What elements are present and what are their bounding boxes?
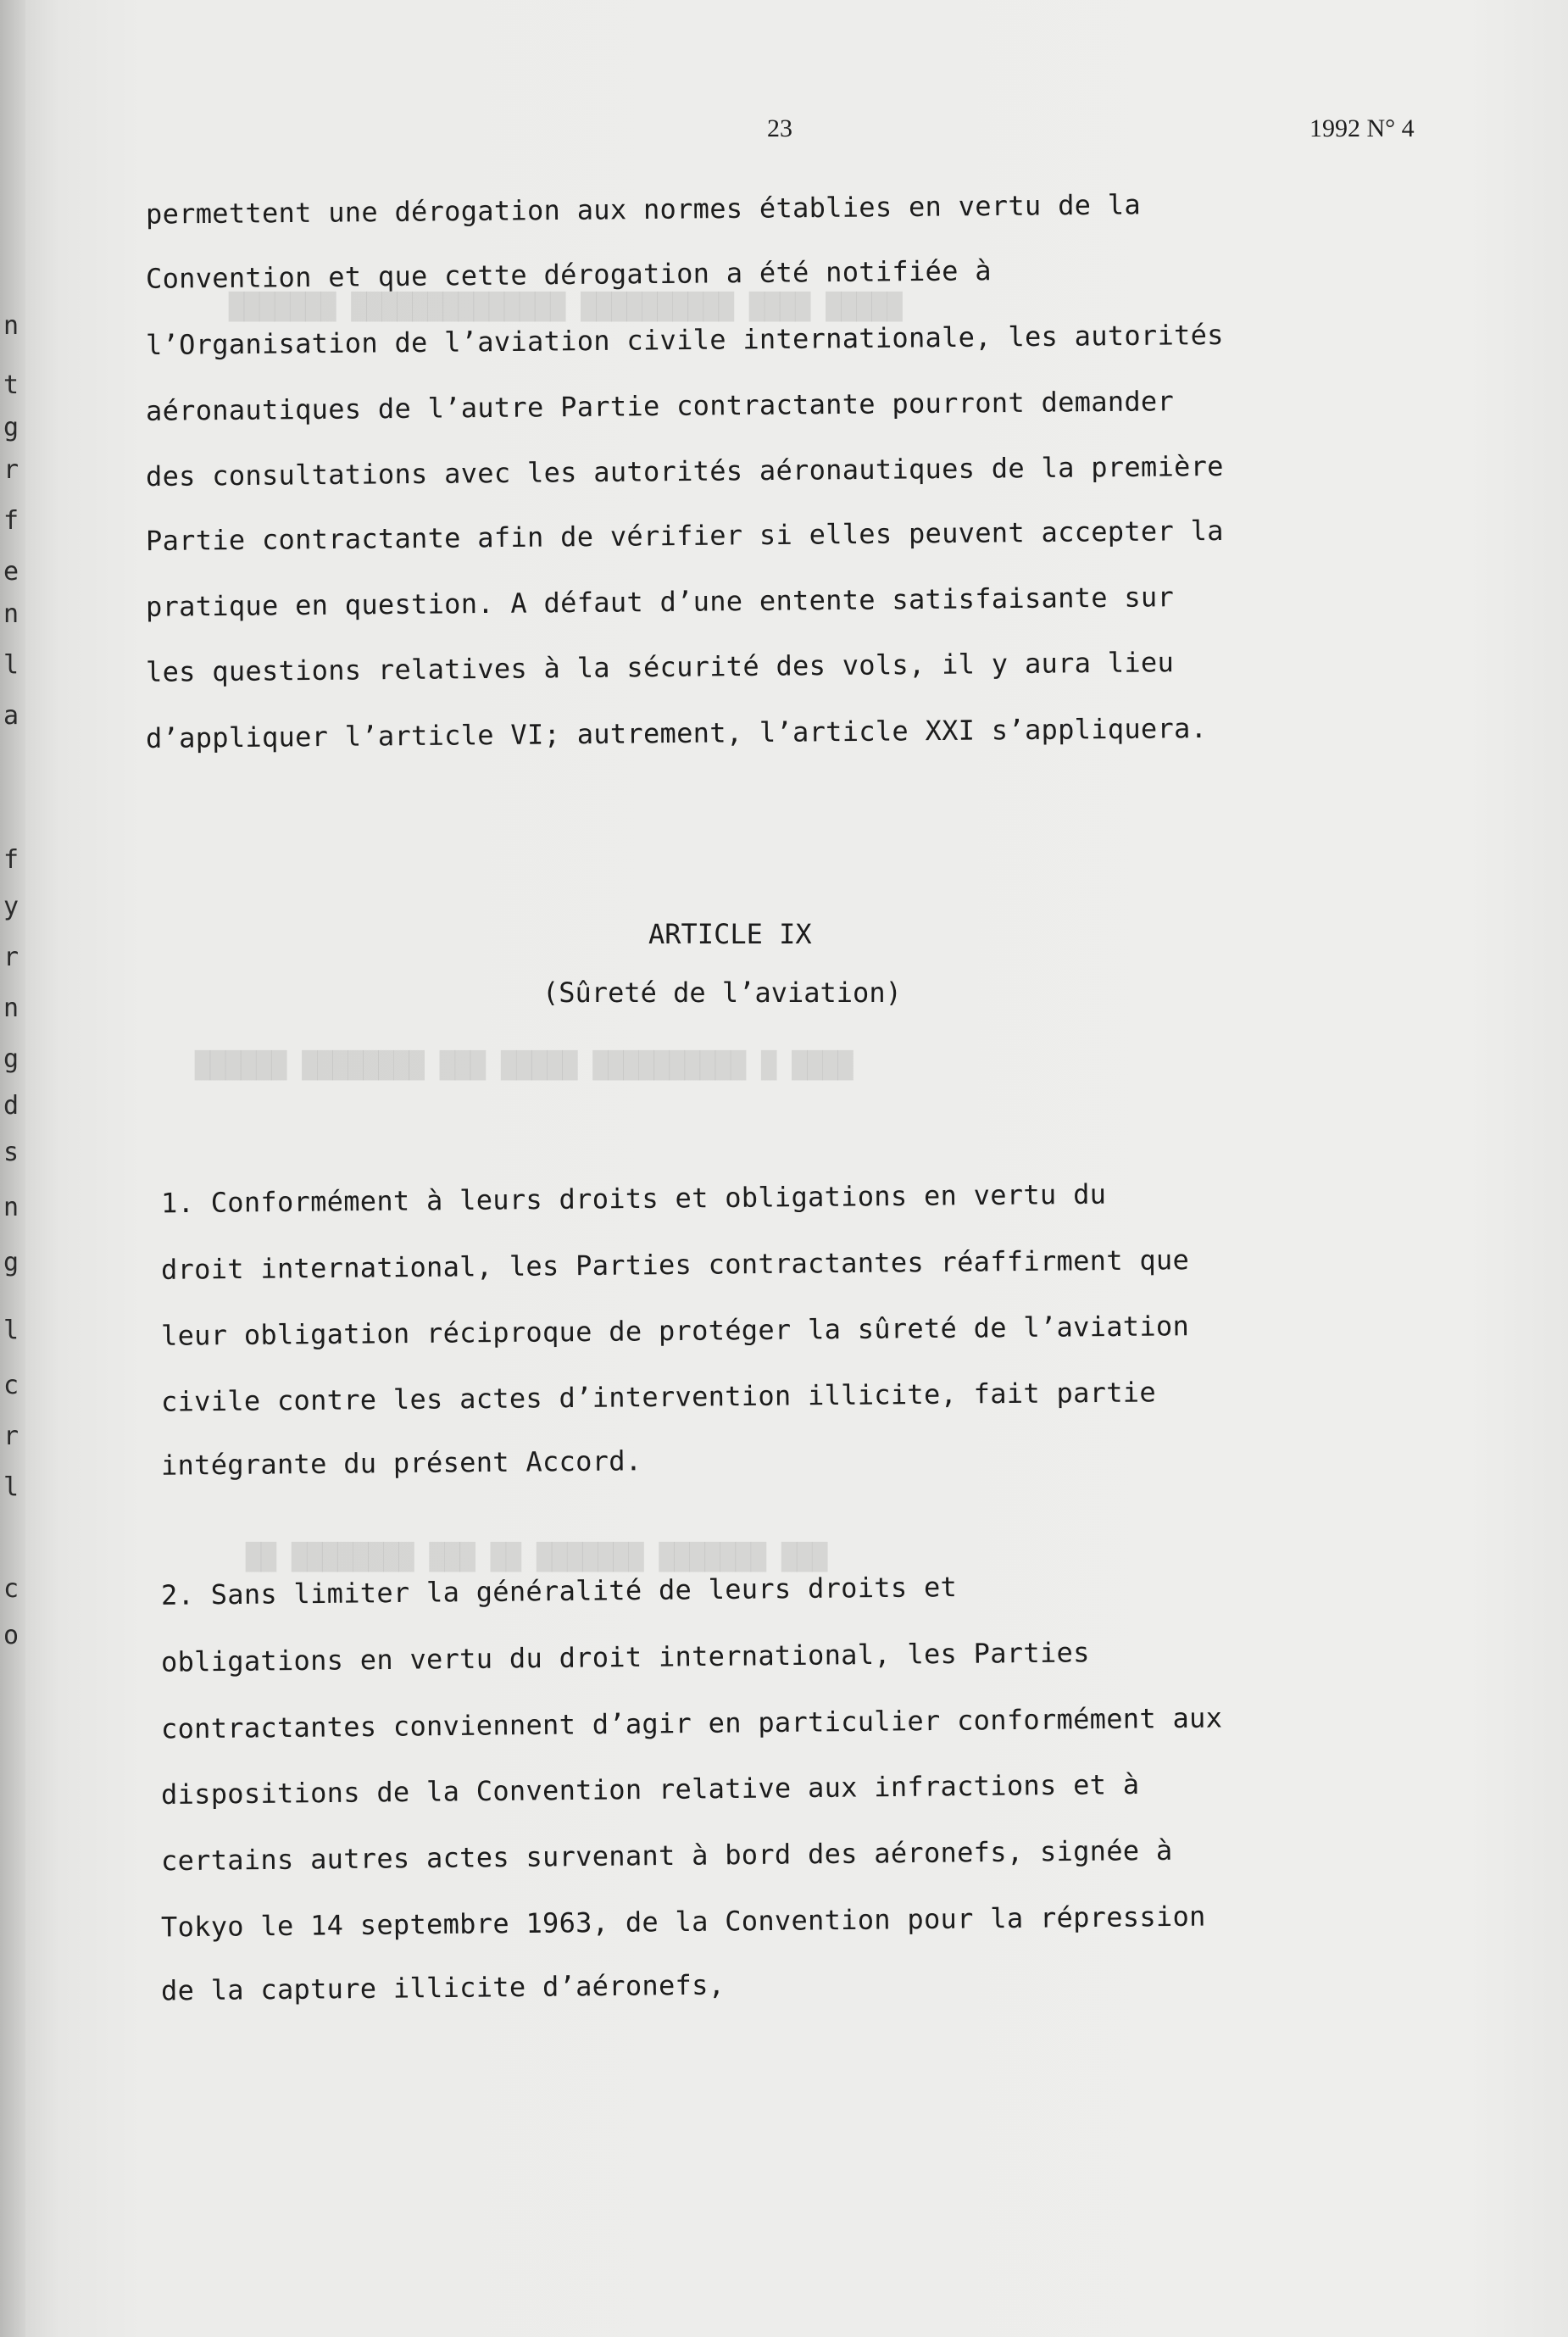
spine-fragment: n — [3, 993, 19, 1023]
text-line: des consultations avec les autorités aéronautiques de la première — [145, 449, 1224, 493]
spine-fragment: f — [3, 845, 19, 875]
text-line: intégrante du présent Accord. — [160, 1444, 642, 1482]
spine-fragment: t — [3, 370, 19, 400]
bleed-through-shadow: █████ ████ ██████████ ██████████████ ███████ — [229, 292, 903, 322]
spine-fragment: s — [3, 1138, 19, 1167]
text-line: dispositions de la Convention relative aux infractions et à — [160, 1767, 1140, 1811]
spine-fragment: f — [3, 506, 19, 536]
bleed-through-shadow: ████ █ ██████████ █████ ███ ████████ ██████ — [195, 1051, 854, 1081]
text-line: certains autres actes survenant à bord des aéronefs, signée à — [160, 1833, 1173, 1878]
article-subtitle: (Sûreté de l’aviation) — [542, 977, 902, 1009]
text-line: leur obligation réciproque de protéger la sûreté de l’aviation — [160, 1310, 1190, 1352]
text-line: 1. Conformément à leurs droits et obligations en vertu du — [160, 1177, 1107, 1220]
text-line: contractantes conviennent d’agir en particulier conformément aux — [160, 1701, 1223, 1745]
text-line: Tokyo le 14 septembre 1963, de la Convention pour la répression — [160, 1900, 1206, 1944]
text-line: pratique en question. A défaut d’une entente satisfaisante sur — [145, 581, 1175, 623]
spine-fragment: g — [3, 1044, 19, 1074]
spine-fragment: d — [3, 1091, 19, 1121]
spine-fragment: o — [3, 1621, 19, 1650]
spine-fragment: c — [3, 1371, 19, 1400]
text-line: Partie contractante afin de vérifier si elles peuvent accepter la — [145, 514, 1224, 558]
spine-fragment: g — [3, 1248, 19, 1277]
document-reference: 1992 N° 4 — [1309, 114, 1415, 142]
bleed-through-shadow: ███ ███████ ███████ ██ ███ ████████ ██ — [246, 1543, 828, 1572]
text-line: Convention et que cette dérogation a été notifiée à — [145, 254, 993, 295]
spine-fragment: e — [3, 557, 19, 587]
document-page — [25, 0, 1568, 2337]
page-number: 23 — [767, 114, 792, 142]
spine-fragment: g — [3, 413, 19, 442]
spine-fragment: n — [3, 599, 19, 629]
spine-fragment: r — [3, 943, 19, 972]
text-line: l’Organisation de l’aviation civile internationale, les autorités — [145, 318, 1224, 362]
text-line: obligations en vertu du droit international, les Parties — [160, 1636, 1090, 1678]
text-line: permettent une dérogation aux normes établies en vertu de la — [145, 188, 1142, 231]
spine-fragment: r — [3, 455, 19, 485]
text-line: de la capture illicite d’aéronefs, — [160, 1968, 726, 2007]
book-spine — [0, 0, 25, 2337]
text-line: 2. Sans limiter la généralité de leurs droits et — [160, 1571, 958, 1611]
article-title: ARTICLE IX — [648, 918, 812, 950]
text-line: aéronautiques de l’autre Partie contractante pourront demander — [145, 385, 1175, 427]
text-line: civile contre les actes d’intervention illicite, fait partie — [160, 1376, 1157, 1418]
text-line: droit international, les Parties contractantes réaffirment que — [160, 1244, 1190, 1286]
text-line: les questions relatives à la sécurité des vols, il y aura lieu — [145, 646, 1175, 688]
spine-fragment: c — [3, 1574, 19, 1604]
spine-fragment: a — [3, 701, 19, 731]
text-line: d’appliquer l’article VI; autrement, l’article XXI s’appliquera. — [145, 711, 1208, 755]
spine-fragment: l — [3, 1472, 19, 1502]
spine-fragment: r — [3, 1422, 19, 1451]
spine-fragment: y — [3, 892, 19, 921]
spine-fragment: l — [3, 650, 19, 680]
spine-fragment: l — [3, 1316, 19, 1345]
spine-fragment: n — [3, 311, 19, 341]
spine-fragment: n — [3, 1193, 19, 1222]
